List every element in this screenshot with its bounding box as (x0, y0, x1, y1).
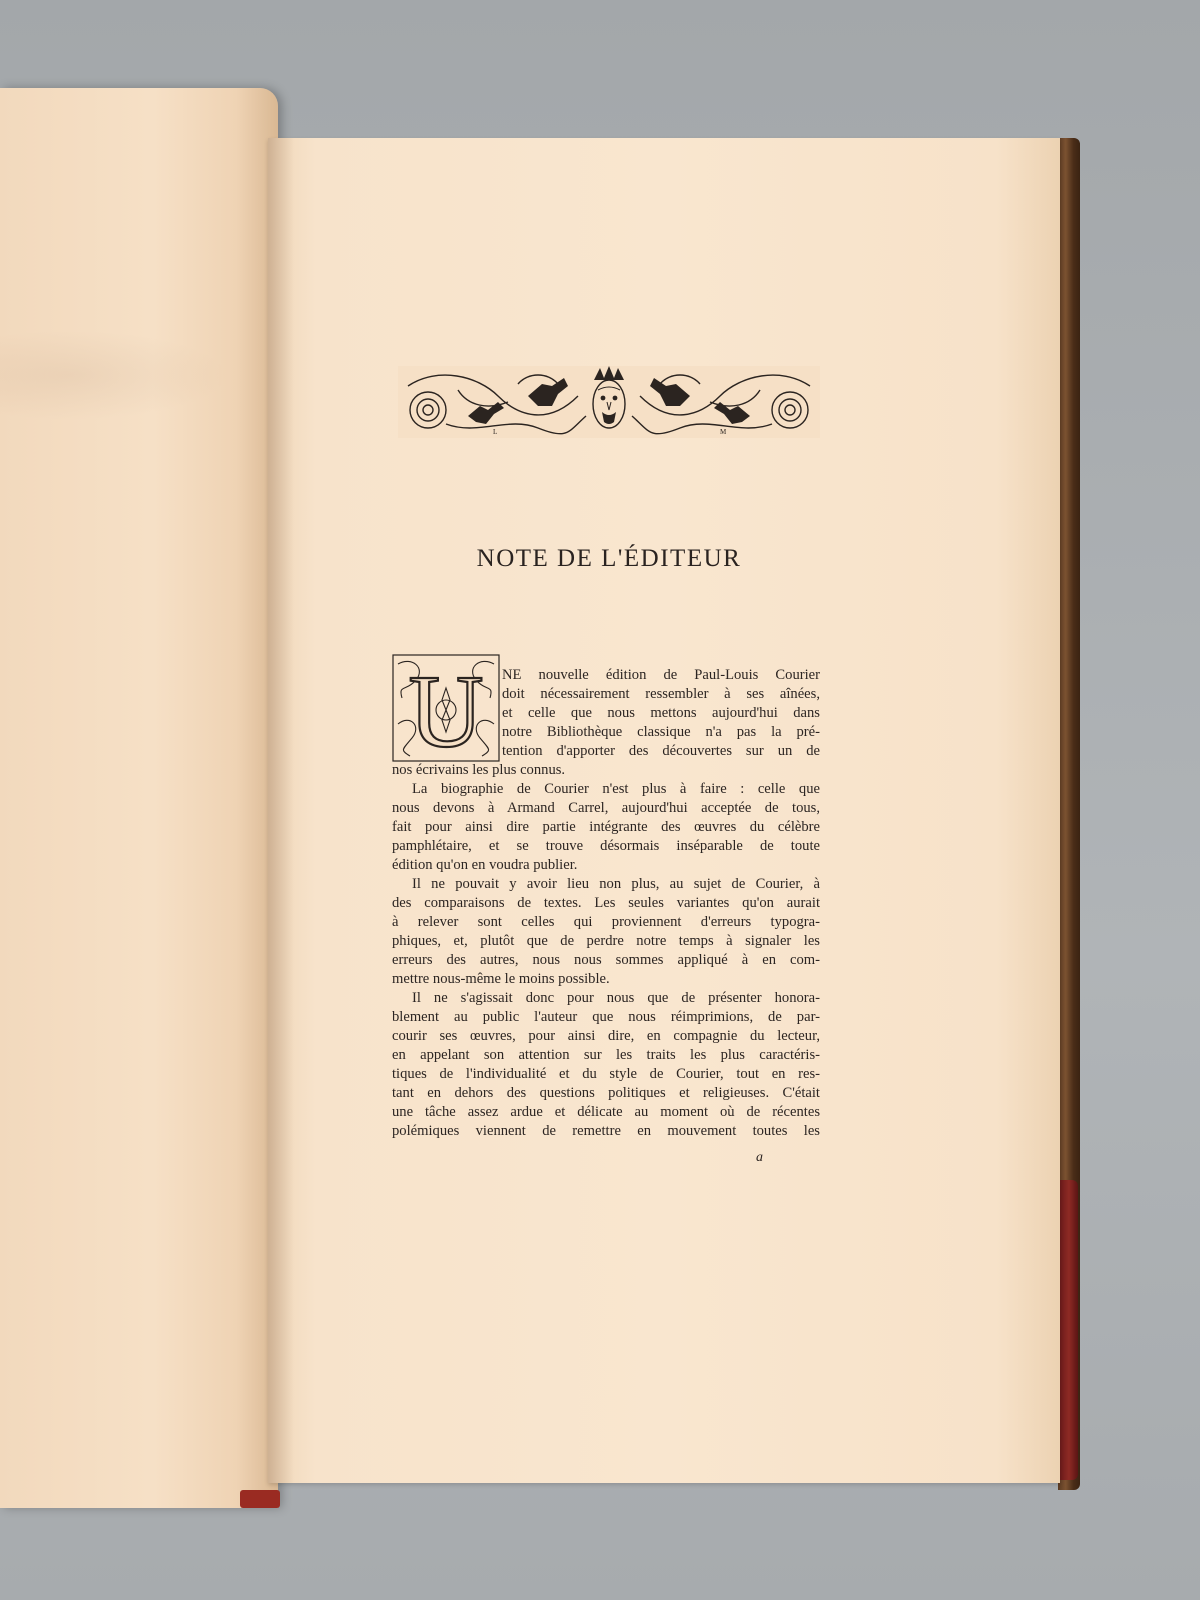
text-line: nous devons à Armand Carrel, aujourd'hui acceptée de tous, (392, 800, 820, 816)
text-line: blement au public l'auteur que nous réimprimions, de par- (392, 1009, 820, 1025)
book-cover-red-binding (1060, 1180, 1078, 1480)
body-text (392, 761, 820, 1141)
text-line: polémiques viennent de remettre en mouvement toutes les (392, 1123, 820, 1139)
text-line: et celle que nous mettons aujourd'hui dans (502, 705, 820, 721)
text-line: pamphlétaire, et se trouve désormais inséparable de toute (392, 838, 820, 854)
text-line: doit nécessairement ressembler à ses aînées, (502, 686, 820, 702)
text-line: Il ne s'agissait donc pour nous que de présenter honora- (412, 990, 820, 1006)
left-page-red-edge (240, 1490, 280, 1508)
text-line: courir ses œuvres, pour ainsi dire, en compagnie du lecteur, (392, 1028, 820, 1044)
ornamental-headpiece-icon (398, 366, 820, 438)
drop-cap-icon (392, 654, 500, 762)
drop-cap-letter: U (408, 654, 484, 762)
text-line: La biographie de Courier n'est plus à faire : celle que (412, 781, 820, 797)
text-line: fait pour ainsi dire partie intégrante des œuvres du célèbre (392, 819, 820, 835)
ornament-initial-l: L (493, 428, 498, 436)
text-line: Il ne pouvait y avoir lieu non plus, au sujet de Courier, à (412, 876, 820, 892)
left-page (0, 88, 278, 1508)
text-line: phiques, et, plutôt que de perdre notre temps à signaler les (392, 933, 820, 949)
signature-mark: a (756, 1150, 763, 1165)
text-line: NE nouvelle édition de Paul-Louis Courier (502, 667, 820, 683)
text-line: en appelant son attention sur les traits les plus caractéris- (392, 1047, 820, 1063)
ornament-initial-m: M (720, 428, 727, 436)
text-line: des comparaisons de textes. Les seules variantes qu'on aurait (392, 895, 820, 911)
page-title: NOTE DE L'ÉDITEUR (476, 545, 742, 572)
text-line: mettre nous-même le moins possible. (392, 971, 610, 987)
gutter-shadow (268, 138, 294, 1483)
text-line: tention d'apporter des découvertes sur un de (502, 743, 820, 759)
text-line: une tâche assez ardue et délicate au moment où de récentes (392, 1104, 820, 1120)
text-line: notre Bibliothèque classique n'a pas la pré- (502, 724, 820, 740)
first-paragraph-lines (502, 666, 820, 761)
text-line: édition qu'on en voudra publier. (392, 857, 578, 873)
text-line: nos écrivains les plus connus. (392, 762, 566, 778)
text-line: tant en dehors des questions politiques et religieuses. C'était (392, 1085, 820, 1101)
text-line: à relever sont celles qui proviennent d'erreurs typogra- (392, 914, 820, 930)
text-line: erreurs des autres, nous nous sommes appliqué à en com- (392, 952, 820, 968)
left-page-show-through (0, 330, 230, 420)
text-line: tiques de l'individualité et du style de Courier, tout en res- (392, 1066, 820, 1082)
